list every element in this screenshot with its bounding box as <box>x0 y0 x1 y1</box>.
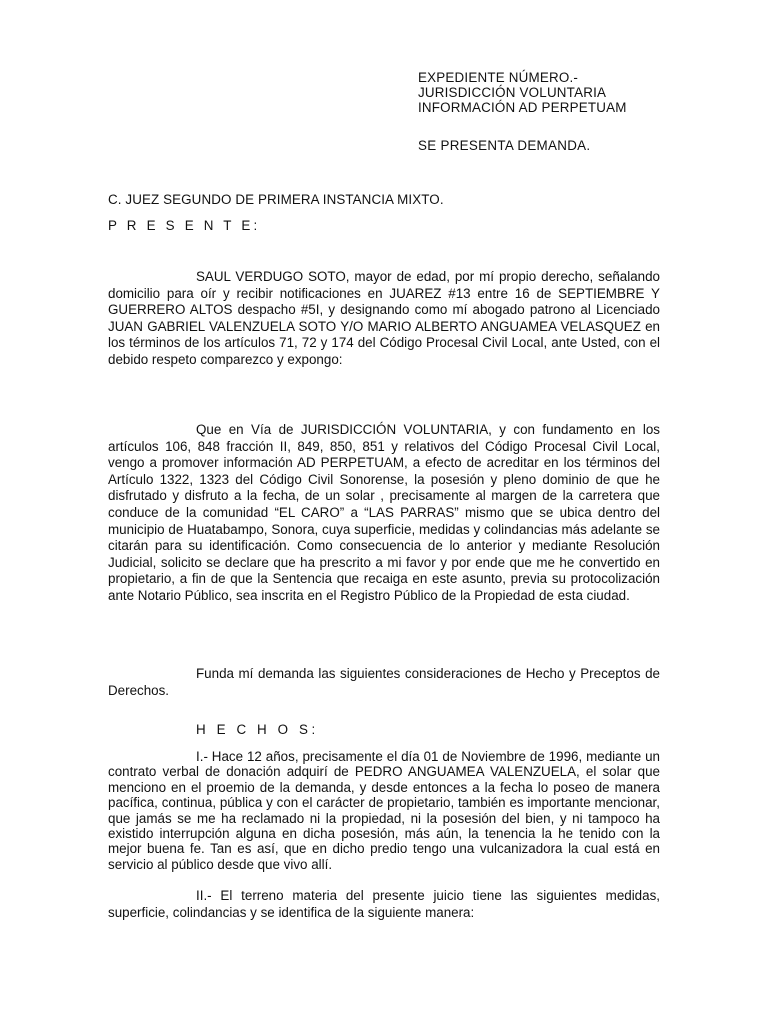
hechos-heading: H E C H O S: <box>196 722 319 737</box>
addressee-line: C. JUEZ SEGUNDO DE PRIMERA INSTANCIA MIXTO. <box>108 192 444 207</box>
hecho-item-1: I.- Hace 12 años, precisamente el día 01 de Noviembre de 1996, mediante un contrato verbal de donación adquirí de PEDRO ANGUAMEA VALENZUELA, el solar que menciono en el proemio de la demanda, y desde entonces a la fecha lo poseo de manera pacífica, continua, pública y con el carácter de propietario, también es importante mencionar, que jamás se me ha reclamado ni la propiedad, ni la posesión del bien, y ni tampoco ha existido interrupción alguna en dicha posesión, más aún, la tenencia la he tenido con la mejor buena fe. Tan es así, que en dicho predio tengo una vulcanizadora la cual está en servicio al público desde que vivo allí. <box>108 749 660 872</box>
jurisdiction-line: JURISDICCIÓN VOLUNTARIA <box>418 85 607 100</box>
case-header <box>418 70 748 115</box>
presente-line: P R E S E N T E: <box>108 218 261 233</box>
presenta-demanda: SE PRESENTA DEMANDA. <box>418 138 591 153</box>
funda-paragraph: Funda mí demanda las siguientes consideraciones de Hecho y Preceptos de Derechos. <box>108 666 660 698</box>
information-line: INFORMACIÓN AD PERPETUAM <box>418 100 627 115</box>
intro-paragraph: SAUL VERDUGO SOTO, mayor de edad, por mí propio derecho, señalando domicilio para oír y recibir notificaciones en JUAREZ #13 entre 16 de SEPTIEMBRE Y GUERRERO ALTOS despacho #5I, y designando como mí abogado patrono al Licenciado JUAN GABRIEL VALENZUELA SOTO Y/O MARIO ALBERTO ANGUAMEA VELASQUEZ en los términos de los artículos 71, 72 y 174 del Código Procesal Civil Local, ante Usted, con el debido respeto comparezco y expongo: <box>108 269 660 367</box>
hecho-item-2: II.- El terreno materia del presente juicio tiene las siguientes medidas, superficie, colindancias y se identifica de la siguiente manera: <box>108 888 660 920</box>
case-number-line: EXPEDIENTE NÚMERO.- <box>418 70 579 85</box>
petition-paragraph: Que en Vía de JURISDICCIÓN VOLUNTARIA, y con fundamento en los artículos 106, 848 fracción II, 849, 850, 851 y relativos del Código Procesal Civil Local, vengo a promover información AD PERPETUAM, a efecto de acreditar en los términos del Artículo 1322, 1323 del Código Civil Sonorense, la posesión y pleno dominio de que he disfrutado y disfruto a la fecha, de un solar , precisamente al margen de la carretera que conduce de la comunidad “EL CARO” a “LAS PARRAS” mismo que se ubica dentro del municipio de Huatabampo, Sonora, cuya superficie, medidas y colindancias más adelante se citarán para su identificación. Como consecuencia de lo anterior y mediante Resolución Judicial, solicito se declare que ha prescrito a mi favor y por ende que me he convertido en propietario, a fin de que la Sentencia que recaiga en este asunto, previa su protocolización ante Notario Público, sea inscrita en el Registro Público de la Propiedad de esta ciudad. <box>108 422 660 603</box>
